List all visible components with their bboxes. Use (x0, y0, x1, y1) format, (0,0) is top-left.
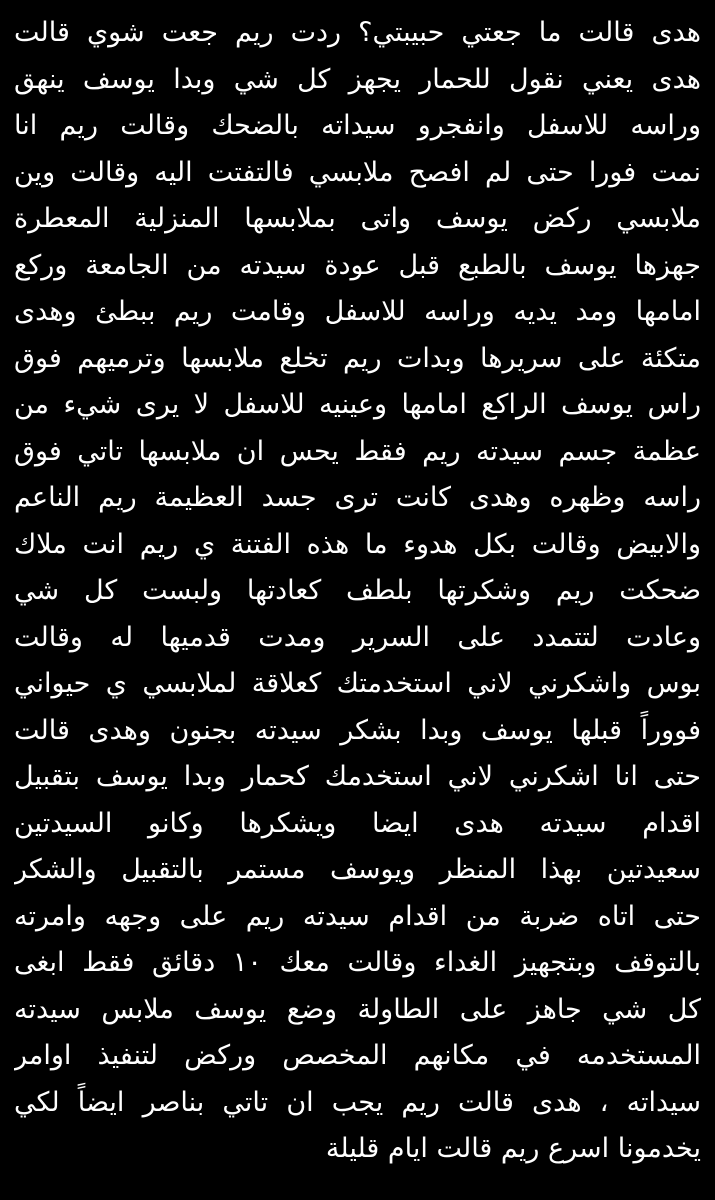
text-line: المستخدمه في مكانهم المخصص وركض لتنفيذ اوامر (14, 1040, 701, 1071)
text-line: اقدام سيدته هدى ايضا ويشكرها وكانو السيدتين (14, 807, 701, 839)
text-line: عظمة جسم سيدته ريم فقط يحس ان ملابسها تاتي فوق (14, 435, 701, 467)
text-line: امامها ومد يديه وراسه للاسفل وقامت ريم ببطئ وهدى (14, 296, 701, 327)
text-line: فووراً قبلها يوسف وبدا بشكر سيدته بجنون وهدى قالت (14, 714, 701, 746)
text-line: راسه وظهره وهدى كانت ترى جسد العظيمة ريم الناعم (14, 482, 701, 513)
text-line: متكئة على سريرها وبدات ريم تخلع ملابسها وترميهم فوق (14, 342, 701, 374)
text-line: وراسه للاسفل وانفجرو سيداته بالضحك وقالت ريم انا (14, 110, 701, 141)
text-line: كل شي جاهز على الطاولة وضع يوسف ملابس سيدته (14, 993, 701, 1025)
text-line: بوس واشكرني لاني استخدمتك كعلاقة لملابسي ي حيواني (14, 668, 701, 699)
text-line: ملابسي ركض يوسف واتى بملابسها المنزلية المعطرة (14, 203, 701, 234)
text-line: حتى اتاه ضربة من اقدام سيدته ريم على وجهه وامرته (14, 900, 701, 932)
text-line: ضحكت ريم وشكرتها بلطف كعادتها ولبست كل شي (14, 575, 701, 606)
text-line: بالتوقف وبتجهيز الغداء وقالت معك ١٠ دقائق فقط ابغى (14, 947, 701, 978)
text-line: يخدمونا اسرع ريم قالت ايام قليلة (325, 1133, 701, 1164)
text-line: حتى انا اشكرني لاني استخدمك كحمار وبدا يوسف بتقبيل (14, 761, 701, 792)
text-line: نمت فورا حتى لم افصح ملابسي فالتفتت اليه وقالت وين (14, 156, 701, 188)
text-line: سعيدتين بهذا المنظر ويوسف مستمر بالتقبيل والشكر (14, 854, 701, 885)
text-line: هدى قالت ما جعتي حبيبتي؟ ردت ريم جعت شوي قالت (14, 17, 701, 48)
text-line: سيداته ، هدى قالت ريم يجب ان تاتي بناصر ايضاً لكي (14, 1086, 701, 1118)
text-line: والابيض وقالت بكل هدوء ما هذه الفتنة ي ريم انت ملاك (14, 528, 701, 560)
text-line: وعادت لتتمدد على السرير ومدت قدميها له وقالت (14, 621, 701, 653)
text-line: راس يوسف الراكع امامها وعينيه للاسفل لا يرى شيء من (14, 389, 701, 420)
text-line: هدى يعني نقول للحمار يجهز كل شي وبدا يوسف ينهق (14, 63, 701, 95)
text-line: جهزها يوسف بالطبع قبل عودة سيدته من الجامعة وركع (14, 249, 701, 281)
